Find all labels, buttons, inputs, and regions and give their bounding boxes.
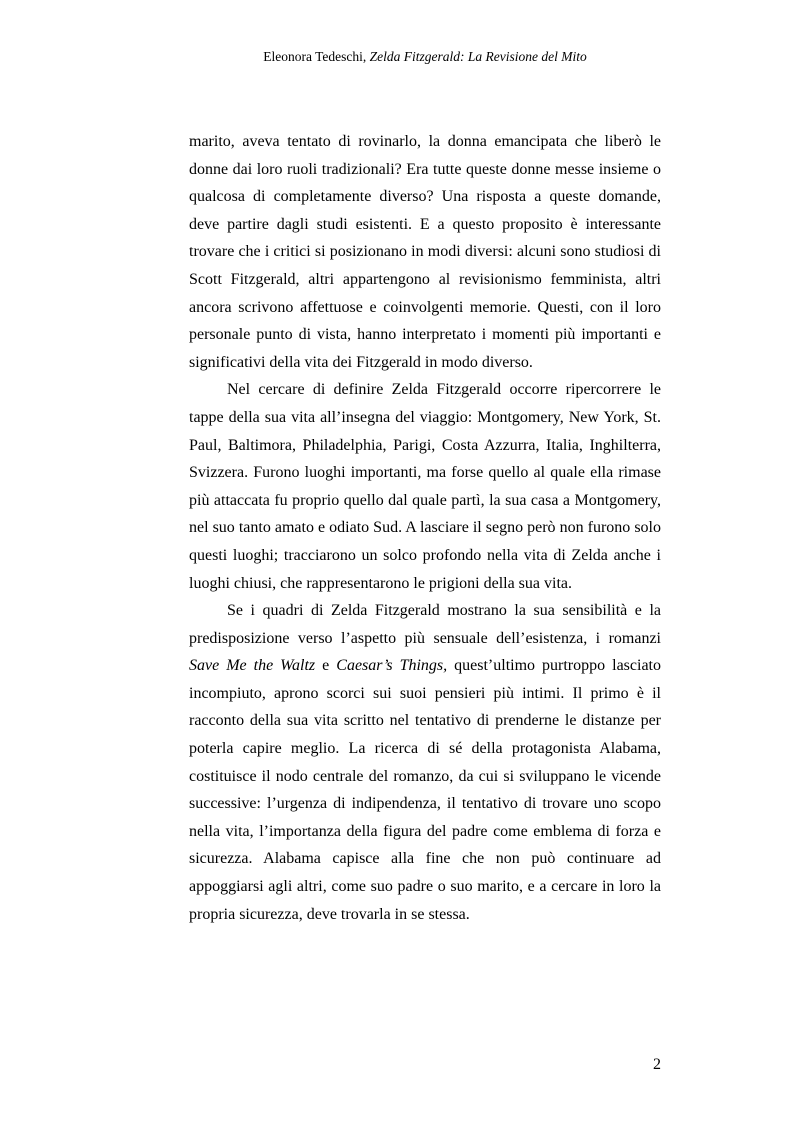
book-title-save-me-the-waltz: Save Me the Waltz [189, 657, 316, 675]
body-text [189, 128, 661, 928]
paragraph-3 [189, 597, 661, 928]
paragraph-2: Nel cercare di definire Zelda Fitzgerald occorre ripercorrere le tappe della sua vita all’insegna del viaggio: Montgomery, New York, St. Paul, Baltimora, Philadelphia, Parigi, Costa Azzurra, Italia, Inghilterra, Svizzera. Furono luoghi importanti, ma forse quello al quale ella rimase più attaccata fu proprio quello dal quale partì, la sua casa a Montgomery, nel suo tanto amato e odiato Sud. A lasciare il segno però non furono solo questi luoghi; tracciarono un solco profondo nella vita di Zelda anche i luoghi chiusi, che rappresentarono le prigioni della sua vita. [189, 381, 661, 592]
paragraph-3-part-2: e [315, 657, 337, 675]
paragraph-3-part-1: Se i quadri di Zelda Fitzgerald mostrano la sua sensibilità e la predisposizione verso l’aspetto più sensuale dell’esistenza, i romanzi [189, 602, 661, 647]
header-author: Eleonora Tedeschi, [263, 49, 370, 64]
header-title: Zelda Fitzgerald: La Revisione del Mito [369, 49, 587, 64]
running-header [189, 48, 661, 66]
paragraph-1: marito, aveva tentato di rovinarlo, la donna emancipata che liberò le donne dai loro ruoli tradizionali? Era tutte queste donne messe insieme o qualcosa di completamente diverso? Una risposta a queste domande, deve partire dagli studi esistenti. E a questo proposito è interessante trovare che i critici si posizionano in modi diversi: alcuni sono studiosi di Scott Fitzgerald, altri appartengono al revisionismo femminista, altri ancora scrivono affettuose e coinvolgenti memorie. Questi, con il loro personale punto di vista, hanno interpretato i momenti più importanti e significativi della vita dei Fitzgerald in modo diverso. [189, 133, 661, 371]
page-number: 2 [653, 1056, 661, 1073]
book-title-caesars-things: Caesar’s Things, [336, 657, 448, 675]
paragraph-3-part-3: quest’ultimo purtroppo lasciato incompiuto, aprono scorci sui suoi pensieri più intimi. Il primo è il racconto della sua vita scritto nel tentativo di prenderne le distanze per poterla capire meglio. La ricerca di sé della protagonista Alabama, costituisce il nodo centrale del romanzo, da cui si sviluppano le vicende successive: l’urgenza di indipendenza, il tentativo di trovare uno scopo nella vita, l’importanza della figura del padre come emblema di forza e sicurezza. Alabama capisce alla fine che non può continuare ad appoggiarsi agli altri, come suo padre o suo marito, e a cercare in loro la propria sicurezza, deve trovarla in se stessa. [189, 657, 662, 923]
